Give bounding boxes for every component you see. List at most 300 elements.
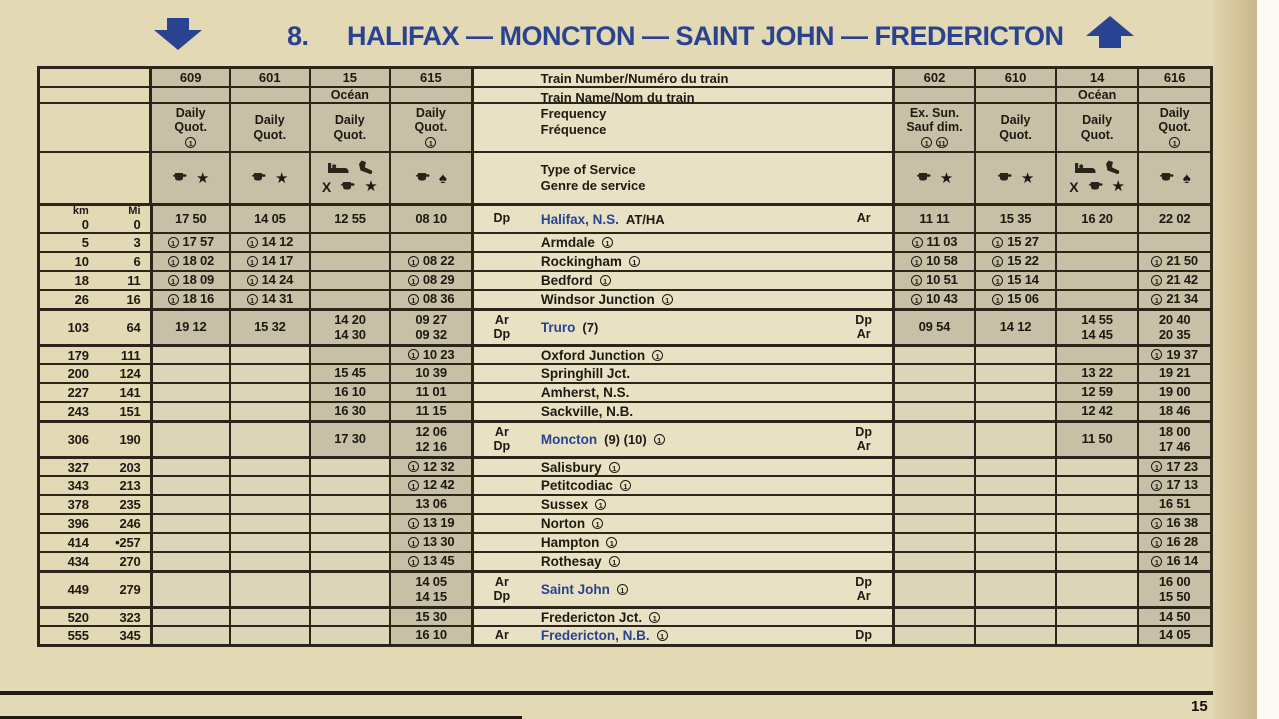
time-cell <box>309 553 390 570</box>
page-edge-shadow <box>1213 0 1257 719</box>
time-cell <box>150 496 230 513</box>
station-cell <box>471 627 892 644</box>
time-cell <box>150 627 230 644</box>
time-cell <box>229 459 309 475</box>
time-cell: 1 18 16 <box>150 291 230 308</box>
station-name-zone <box>530 366 836 381</box>
time-cell <box>229 553 309 570</box>
time-cell: 09 27 09 32 <box>389 311 471 344</box>
time-cell <box>1055 253 1138 270</box>
time-cell <box>1055 627 1138 644</box>
station-cell <box>471 573 892 606</box>
time-cell <box>1055 291 1138 308</box>
station-name-zone <box>530 478 836 493</box>
service-icons <box>1074 161 1120 178</box>
circled-note-icon: 1 <box>408 294 419 305</box>
station-name-zone <box>530 628 836 643</box>
time-cell <box>229 496 309 513</box>
time-cell: 11 15 <box>389 403 471 420</box>
train-number: 615 <box>420 70 442 85</box>
header-row <box>40 151 1210 203</box>
circled-note-icon: 1 <box>649 612 660 623</box>
station-name-zone <box>530 254 836 269</box>
mi-cell: 213 <box>119 478 141 493</box>
station-name: Fredericton, N.B. <box>540 628 650 643</box>
circled-note-icon: 1 <box>247 275 258 286</box>
train-header-cell <box>389 88 471 102</box>
km-cell: 227 <box>67 385 89 400</box>
train-header-cell <box>1137 88 1210 102</box>
mi-cell: 323 <box>119 609 141 625</box>
time-cell: 17 50 <box>150 206 230 232</box>
circled-note-icon: 1 <box>425 137 436 148</box>
table-row <box>40 420 1210 456</box>
time-cell: 1 16 14 <box>1137 553 1210 570</box>
circled-note-icon: 1 <box>609 556 620 567</box>
footer-rule <box>0 691 1213 695</box>
circled-note-icon: 1 <box>595 499 606 510</box>
time-cell <box>892 627 975 644</box>
train-header-cell <box>149 153 229 203</box>
time-cell: 19 21 <box>1137 365 1210 382</box>
table-row <box>40 606 1210 625</box>
star-icon: ★ <box>364 178 378 195</box>
train-header-cell <box>974 104 1055 151</box>
time-cell <box>389 234 471 251</box>
station-name-zone <box>530 460 836 475</box>
time-cell: 09 54 <box>892 311 975 344</box>
star-icon: ★ <box>1111 178 1125 195</box>
table-row <box>40 401 1210 420</box>
time-cell <box>150 384 230 401</box>
service-label: Type of Service Genre de service <box>471 153 892 203</box>
time-cell: 1 13 45 <box>389 553 471 570</box>
station-name: Saint John <box>540 582 610 597</box>
time-cell: 19 12 <box>150 311 230 344</box>
time-cell: 14 05 <box>229 206 309 232</box>
station-cell <box>471 553 892 570</box>
station-name-zone <box>530 610 836 625</box>
header-stub-cell <box>40 88 149 102</box>
page-title: HALIFAX — MONCTON — SAINT JOHN — FREDERICTON <box>347 21 1064 51</box>
time-cell: 1 21 42 <box>1137 272 1210 289</box>
page-number: 15 <box>1191 698 1208 715</box>
time-cell: 1 21 34 <box>1137 291 1210 308</box>
station-name: Fredericton Jct. <box>540 609 643 625</box>
table-row <box>40 270 1210 289</box>
time-cell <box>892 365 975 382</box>
circled-note-icon: 1 <box>992 275 1003 286</box>
km-cell: 5 <box>81 235 89 250</box>
time-cell <box>892 609 975 625</box>
time-cell: 1 10 43 <box>892 291 975 308</box>
train-number: 610 <box>1004 70 1027 85</box>
station-cell <box>471 272 892 289</box>
station-name: Armdale <box>540 235 595 250</box>
time-cell: 1 08 29 <box>389 272 471 289</box>
circled-note-icon: 1 <box>1169 137 1180 148</box>
time-cell: 1 15 14 <box>974 272 1055 289</box>
train-header-cell <box>149 69 229 86</box>
train-header-cell <box>229 104 309 151</box>
table-row <box>40 625 1210 644</box>
train-header-cell <box>1055 153 1138 203</box>
service-icons <box>997 170 1034 187</box>
time-cell <box>229 365 309 382</box>
train-number: 601 <box>258 70 281 85</box>
km-cell: 200 <box>67 366 89 381</box>
time-cell: 12 59 <box>1055 384 1138 401</box>
mi-cell: 111 <box>120 347 141 363</box>
time-cell: 1 21 50 <box>1137 253 1210 270</box>
station-name: Springhill Jct. <box>540 366 631 381</box>
dp-ar-label: Dp Ar <box>855 424 872 453</box>
station-name: Salisbury <box>540 459 602 475</box>
time-cell <box>150 365 230 382</box>
time-cell: 12 42 <box>1055 403 1138 420</box>
frequency-label: Frequency Fréquence <box>471 104 892 151</box>
circled-note-icon: 1 <box>654 434 665 445</box>
time-cell <box>1055 515 1138 532</box>
circled-note-icon: 1 <box>408 275 419 286</box>
time-cell: 1 14 12 <box>229 234 309 251</box>
time-cell: 13 22 <box>1055 365 1138 382</box>
station-name-zone <box>530 432 836 447</box>
time-cell: 1 11 03 <box>892 234 975 251</box>
km-cell: 10 <box>74 254 89 269</box>
circled-note-icon: 1 <box>1151 461 1162 472</box>
time-cell <box>150 515 230 532</box>
circled-note-icon: 1 <box>992 237 1003 248</box>
time-cell: 1 15 22 <box>974 253 1055 270</box>
time-cell <box>309 609 390 625</box>
station-name: Oxford Junction <box>540 347 646 363</box>
time-cell: 15 35 <box>974 206 1055 232</box>
time-cell <box>150 423 230 456</box>
header-stub-cell <box>40 69 149 86</box>
time-cell: 1 15 27 <box>974 234 1055 251</box>
frequency-text: Daily Quot. <box>333 113 367 142</box>
time-cell: 14 05 <box>1137 627 1210 644</box>
time-cell <box>150 403 230 420</box>
berth-icon <box>327 161 349 179</box>
header-stub-cell <box>40 153 149 203</box>
snack-bar-icon <box>997 169 1012 187</box>
km-cell: 306 <box>67 432 89 447</box>
train-header-cell <box>974 69 1055 86</box>
time-cell: 14 05 14 15 <box>389 573 471 606</box>
station-name: Windsor Junction <box>540 292 655 307</box>
time-cell: 18 00 17 46 <box>1137 423 1210 456</box>
circled-note-icon: 1 <box>1151 275 1162 286</box>
circled-note-icon: 1 <box>911 294 922 305</box>
station-name-zone <box>530 273 836 288</box>
time-cell <box>892 384 975 401</box>
station-name: Amherst, N.S. <box>540 385 630 400</box>
train-header-cell <box>389 104 471 151</box>
paper-edge <box>1257 0 1279 719</box>
time-cell <box>229 347 309 363</box>
mi-label: Mi <box>128 206 141 217</box>
time-cell: 12 06 12 16 <box>389 423 471 456</box>
time-cell <box>229 573 309 606</box>
time-cell <box>150 477 230 494</box>
circled-note-icon: 1 <box>1151 518 1162 529</box>
circled-note-icon: 1 <box>247 256 258 267</box>
circled-note-icon: 1 <box>606 537 617 548</box>
time-cell <box>974 627 1055 644</box>
time-cell: 1 10 58 <box>892 253 975 270</box>
time-cell <box>974 384 1055 401</box>
timetable <box>37 66 1213 647</box>
snack-bar-icon <box>1159 169 1174 187</box>
circled-note-icon: 1 <box>408 461 419 472</box>
meal-x-icon: X <box>1069 178 1079 195</box>
circled-note-icon: 1 <box>1151 294 1162 305</box>
time-cell: 11 01 <box>389 384 471 401</box>
station-name-zone <box>530 320 836 335</box>
mi-cell: Mi 0 <box>128 206 141 232</box>
time-cell: 22 02 <box>1137 206 1210 232</box>
train-number: 602 <box>923 70 946 85</box>
circled-note-icon: 1 <box>609 462 620 473</box>
station-cell <box>471 365 892 382</box>
time-cell <box>309 272 390 289</box>
frequency-text: Daily Quot. 1 <box>1158 105 1191 148</box>
time-cell: 1 14 24 <box>229 272 309 289</box>
time-cell: 18 46 <box>1137 403 1210 420</box>
snack-bar-icon <box>415 169 430 187</box>
table-row <box>40 513 1210 532</box>
circled-note-icon: 1 <box>662 294 673 305</box>
station-name: Halifax, N.S. <box>540 211 619 227</box>
circled-note-icon: 1 <box>1151 349 1162 360</box>
table-row <box>40 382 1210 401</box>
frequency-text: Daily Quot. 1 <box>174 105 207 148</box>
circled-note-icon: 1 <box>185 137 196 148</box>
station-cell <box>471 347 892 363</box>
time-cell <box>892 515 975 532</box>
km-cell: 434 <box>67 554 89 569</box>
time-cell <box>150 459 230 475</box>
up-arrow-icon <box>1080 14 1140 55</box>
star-icon: ★ <box>275 169 289 187</box>
circled-note-icon: 1 <box>1151 256 1162 267</box>
time-cell: 12 55 <box>309 206 390 232</box>
time-cell <box>1055 459 1138 475</box>
circled-note-icon: 1 <box>992 256 1003 267</box>
time-cell: 1 16 28 <box>1137 534 1210 551</box>
time-cell <box>229 403 309 420</box>
time-cell <box>229 423 309 456</box>
circled-note-icon: 1 <box>629 256 640 267</box>
reclining-seat-icon <box>358 160 373 179</box>
time-cell <box>974 573 1055 606</box>
train-number: 14 <box>1089 70 1105 85</box>
dp-ar-label: Ar <box>494 627 509 642</box>
station-name: Norton <box>540 516 586 531</box>
station-cell <box>471 496 892 513</box>
station-name: Sussex <box>540 497 589 512</box>
train-name-label: Train Name/Nom du train <box>471 88 892 102</box>
table-row <box>40 551 1210 570</box>
time-cell <box>229 534 309 551</box>
circled-note-icon: 1 <box>408 537 419 548</box>
train-header-cell <box>1137 104 1210 151</box>
time-cell <box>309 534 390 551</box>
time-cell: 13 06 <box>389 496 471 513</box>
time-cell <box>892 477 975 494</box>
time-cell: 15 32 <box>229 311 309 344</box>
station-name-zone <box>530 292 836 307</box>
station-cell <box>471 403 892 420</box>
service-icons <box>916 170 953 187</box>
circled-note-icon: 1 <box>168 294 179 305</box>
km-cell: 343 <box>67 478 89 493</box>
dp-ar-label: Dp Ar <box>855 574 872 603</box>
time-cell <box>229 609 309 625</box>
station-suffix: AT/HA <box>625 211 665 227</box>
train-number: 609 <box>179 70 202 85</box>
snack-bar-icon <box>251 169 266 187</box>
station-cell <box>471 515 892 532</box>
km-cell: 520 <box>67 609 89 625</box>
time-cell <box>892 496 975 513</box>
time-cell: 1 08 36 <box>389 291 471 308</box>
train-header-cell <box>229 69 309 86</box>
time-cell: 1 17 23 <box>1137 459 1210 475</box>
time-cell <box>974 423 1055 456</box>
mi-cell: 190 <box>119 432 141 447</box>
km-cell: km 0 <box>72 206 89 232</box>
dp-ar-label: Ar Dp <box>493 424 511 453</box>
table-row <box>40 344 1210 363</box>
service-icons <box>1069 178 1125 195</box>
train-header-cell <box>1055 88 1138 102</box>
time-cell <box>309 477 390 494</box>
circled-note-icon: 1 <box>408 518 419 529</box>
time-cell <box>1055 347 1138 363</box>
circled-note-icon: 1 <box>168 275 179 286</box>
time-cell: 16 00 15 50 <box>1137 573 1210 606</box>
circled-note-icon: 11 <box>937 138 946 148</box>
time-cell <box>974 365 1055 382</box>
station-cell <box>471 477 892 494</box>
train-header-cell <box>1055 104 1138 151</box>
circled-note-icon: 1 <box>592 518 603 529</box>
circled-note-icon: 1 <box>657 630 668 641</box>
time-cell <box>309 234 390 251</box>
time-cell <box>150 347 230 363</box>
table-row <box>40 532 1210 551</box>
station-name-zone <box>530 404 836 419</box>
dp-ar-label: Ar Dp <box>493 312 511 341</box>
frequency-text: Daily Quot. <box>1080 113 1114 142</box>
time-cell <box>229 384 309 401</box>
time-cell <box>892 423 975 456</box>
time-cell <box>1055 272 1138 289</box>
train-name: Océan <box>330 88 369 102</box>
km-cell: 243 <box>67 404 89 419</box>
service-icons <box>1159 170 1191 187</box>
km-cell: 396 <box>67 516 89 531</box>
mi-cell: 270 <box>119 554 141 569</box>
time-cell <box>150 573 230 606</box>
spade-icon: ♠ <box>1182 169 1191 187</box>
train-header-cell <box>1055 69 1138 86</box>
time-cell <box>974 477 1055 494</box>
time-cell <box>892 553 975 570</box>
station-name-zone <box>530 235 836 250</box>
time-cell <box>309 291 390 308</box>
time-cell: 1 08 22 <box>389 253 471 270</box>
service-icons <box>251 170 288 187</box>
time-cell <box>309 253 390 270</box>
time-cell: 15 45 <box>309 365 390 382</box>
station-cell <box>471 609 892 625</box>
circled-note-icon: 1 <box>168 237 179 248</box>
train-header-cell <box>892 104 975 151</box>
train-number: 616 <box>1163 70 1186 85</box>
star-icon: ★ <box>195 169 210 187</box>
snack-bar-icon <box>340 178 355 196</box>
berth-icon <box>1074 161 1096 179</box>
mi-cell: 279 <box>119 582 141 597</box>
train-header-cell <box>389 153 471 203</box>
time-cell: 1 13 30 <box>389 534 471 551</box>
station-name-zone <box>530 516 836 531</box>
station-name-zone <box>530 535 836 550</box>
time-cell <box>309 515 390 532</box>
station-cell <box>471 206 892 232</box>
time-cell: 08 10 <box>389 206 471 232</box>
dp-ar-label: Ar Dp <box>493 574 511 603</box>
time-cell: 1 14 31 <box>229 291 309 308</box>
time-cell <box>1055 534 1138 551</box>
circled-note-icon: 1 <box>408 256 419 267</box>
time-cell <box>892 459 975 475</box>
time-cell: 10 39 <box>389 365 471 382</box>
mi-cell: 235 <box>119 497 141 512</box>
snack-bar-icon <box>1088 178 1103 196</box>
circled-note-icon: 1 <box>1151 480 1162 491</box>
train-number-label: Train Number/Numéro du train <box>471 69 892 86</box>
station-cell <box>471 534 892 551</box>
train-header-cell <box>149 104 229 151</box>
mi-cell: 3 <box>133 235 141 250</box>
km-cell: 18 <box>74 273 89 288</box>
time-cell <box>974 347 1055 363</box>
header-row <box>40 86 1210 102</box>
circled-note-icon: 1 <box>408 556 419 567</box>
km-cell: 103 <box>67 320 89 335</box>
mi-cell: 203 <box>119 459 141 475</box>
down-arrow-icon <box>148 16 208 57</box>
train-header-cell <box>309 88 390 102</box>
time-cell: 1 12 32 <box>389 459 471 475</box>
time-cell <box>1055 609 1138 625</box>
time-cell: 1 10 23 <box>389 347 471 363</box>
mi-cell: 64 <box>126 320 141 335</box>
station-name: Petitcodiac <box>540 478 613 493</box>
table-row <box>40 456 1210 475</box>
station-cell <box>471 234 892 251</box>
time-cell <box>1055 477 1138 494</box>
station-name: Bedford <box>540 273 593 288</box>
station-name: Hampton <box>540 535 600 550</box>
train-header-cell <box>974 88 1055 102</box>
time-cell: 16 30 <box>309 403 390 420</box>
